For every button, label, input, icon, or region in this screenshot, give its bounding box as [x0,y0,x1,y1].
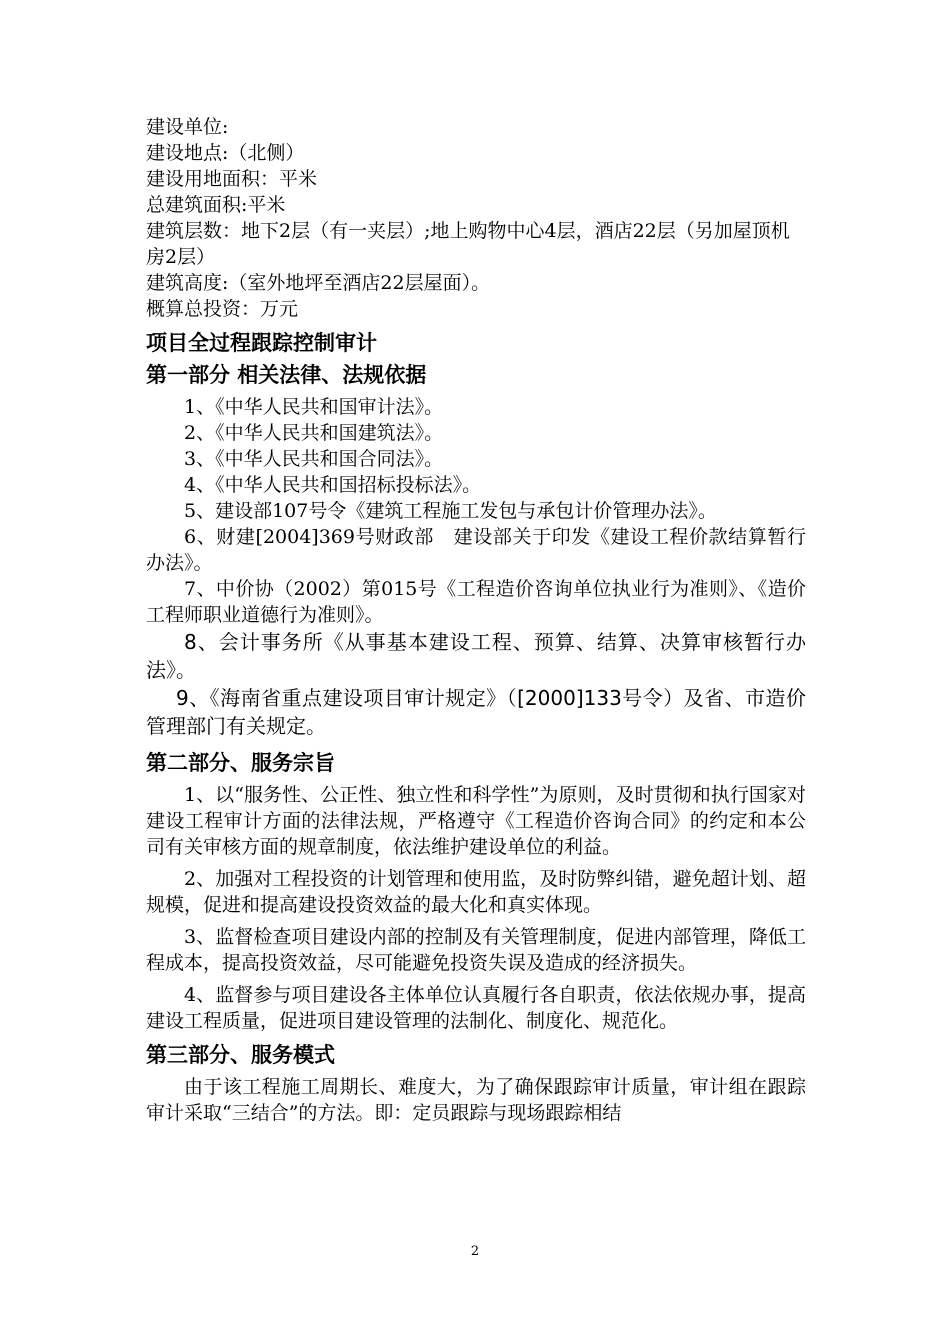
info-line: 建设单位: [146,116,229,138]
part3-text: 由于该工程施工周期长、难度大，为了确保跟踪审计质量，审计组在跟踪审计采取“三结合”的方法。即：定员跟踪与现场跟踪相结 [146,1076,806,1124]
document-title: 项目全过程跟踪控制审计 [146,331,377,355]
part2-heading: 第二部分、服务宗旨 [146,751,335,775]
service-aim-item: 1、以“服务性、公正性、独立性和科学性”为原则，及时贯彻和执行国家对建设工程审计方面的法律法规，严格遵守《工程造价咨询合同》的约定和本公司有关审核方面的规章制度，依法维护建设单位的利益。 [146,784,806,858]
law-item: 6、财建[2004]369号财政部 建设部关于印发《建设工程价款结算暂行办法》。 [146,526,806,574]
law-item: 4、《中华人民共和国招标投标法》。 [184,474,482,496]
law-item: 5、建设部107号令《建筑工程施工发包与承包计价管理办法》。 [184,500,717,522]
law-item: 7、中价协（2002）第015号《工程造价咨询单位执业行为准则》、《造价工程师职业道德行为准则》。 [146,578,806,626]
info-line: 总建筑面积:平米 [146,194,286,216]
page-content [146,114,806,1132]
law-item: 2、《中华人民共和国建筑法》。 [184,422,444,444]
law-item: 1、《中华人民共和国审计法》。 [184,396,444,418]
law-item: 3、《中华人民共和国合同法》。 [184,448,444,470]
info-line: 建设地点:（北侧） [146,142,305,164]
law-item: 9、《海南省重点建设项目审计规定》（[2000]133号令）及省、市造价管理部门有关规定。 [146,686,806,738]
info-line: 建设用地面积：平米 [146,168,318,190]
part3-heading: 第三部分、服务模式 [146,1043,335,1067]
service-aim-item: 4、监督参与项目建设各主体单位认真履行各自职责，依法依规办事，提高建设工程质量，促进项目建设管理的法制化、制度化、规范化。 [146,984,806,1032]
part2-list [146,782,806,1034]
info-line: 建筑层数：地下2层（有一夹层）;地上购物中心4层，酒店22层（另加屋顶机房2层） [146,220,790,268]
service-aim-item: 2、加强对工程投资的计划管理和使用监，及时防弊纠错，避免超计划、超规模，促进和提高建设投资效益的最大化和真实体现。 [146,868,806,916]
part1-list [146,394,806,740]
info-line: 概算总投资：万元 [146,298,299,320]
part1-heading: 第一部分 相关法律、法规依据 [146,363,427,387]
page-number: 2 [470,1244,480,1259]
service-aim-item: 3、监督检查项目建设内部的控制及有关管理制度，促进内部管理，降低工程成本，提高投资效益，尽可能避免投资失误及造成的经济损失。 [146,926,806,974]
info-line: 建筑高度:（室外地坪至酒店22层屋面）。 [146,272,491,294]
project-info [146,114,806,322]
law-item: 8、会计事务所《从事基本建设工程、预算、结算、决算审核暂行办法》。 [146,630,806,682]
